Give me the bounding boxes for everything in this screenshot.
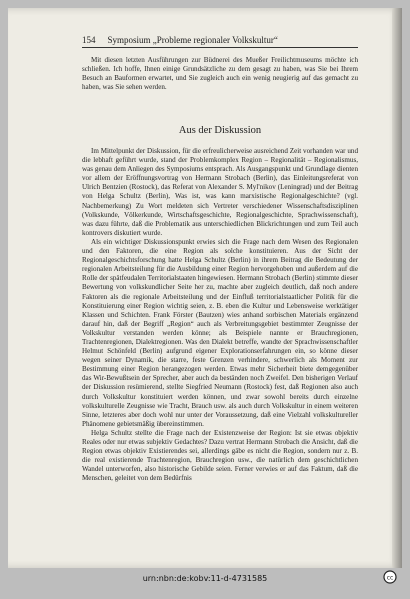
intro-paragraph: Mit diesen letzten Ausführungen zur Büdnerei des Mueßer Freilichtmuseums möchte ich schließen. Ich hoffe, Ihnen einige Grundsätzliche zu dem gesagt zu haben, was Sie bei Ihrem Besuch an Bauformen erwartet, und Sie zugleich auch ein wenig neugierig auf das gemacht zu haben, was Sie sehen werden.: [82, 56, 358, 92]
page-binding-shadow: [392, 8, 402, 568]
running-head: [82, 35, 358, 48]
intro-block: [82, 56, 358, 92]
section-title: Aus der Diskussion: [178, 125, 262, 136]
urn-footer: urn:nbn:de:kobv:11-d-4731585: [142, 574, 268, 583]
body-paragraph: Im Mittelpunkt der Diskussion, für die erfreulicherweise ausreichend Zeit vorhanden war und die lebhaft geführt wurde, stand der Problemkomplex Region – Regionalität – Regionalismus, was genau dem Anliegen des Symposiums entsprach. Als Ausgangspunkt und Grundlage dienten vor allem der Eröffnungsvortrag von Hermann Strobach (Berlin), das Einleitungsreferat von Ulrich Bentzien (Rostock), das Referat von Alexander S. Myl'nikov (Leningrad) und der Beitrag von Helga Schultz (Berlin), Was ist, was kann marxistische Regionalgeschichte? (vgl. Nachbemerkung) Zu Wort meldeten sich Vertreter verschiedener Wissenschaftsdisziplinen (Volkskunde, Völkerkunde, Wirtschaftsgeschichte, Regionalgeschichte, Sprachwissenschaft), was dazu führte, daß die Problematik aus unterschiedlichen Blickrichtungen und zum Teil auch kontrovers diskutiert wurde.: [82, 147, 358, 237]
svg-text:cc: cc: [386, 574, 394, 582]
page-number: 154: [82, 35, 96, 45]
body-paragraph: Als ein wichtiger Diskussionspunkt erwies sich die Frage nach dem Wesen des Regionalen und den Faktoren, die eine Region als solche konstituieren. Aus der Sicht der Regionalgeschichtsforschung hatte Helga Schultz (Berlin) in ihrem Beitrag die Bedeutung der regionalen Arbeitsteilung für die Ausbildung einer Region hervorgehoben und außerdem auf die Rolle der spätfeudalen Territorialstaaten hingewiesen. Hermann Strobach (Berlin) stimmte dieser Bewertung von volkskundlicher Seite her zu, machte aber zugleich deutlich, daß noch andere Faktoren als die regionale Arbeitsteilung und der Einfluß territorialstaatlicher Politik für die Konstituierung einer Region wichtig seien, z. B. eben die Kultur und Lebensweise werktätiger Klassen und Schichten. Frank Förster (Bautzen) wies anhand sorbischen Materials ergänzend darauf hin, daß der Begriff „Region“ auch als Verbreitungsgebiet bestimmter Zeugnisse der Volkskultur verstanden werden könne; als Beispiele nannte er Brauchregionen, Trachtenregionen, Dialektregionen. Was den Dialekt betreffe, wandte der Sprachwissenschaftler Helmut Schönfeld (Berlin) aufgrund eigener Explorationserfahrungen ein, so könne dieser wegen seiner Dynamik, die starre, feste Grenzen verhindere, schwerlich als Moment zur Bestimmung einer Region herangezogen werden. Etwas mehr Sicherheit biete demgegenüber das Wir-Bewußtsein der Sprecher, aber auch da beständen noch Zweifel. Den bisherigen Verlauf der Diskussion resümierend, stellte Siegfried Neumann (Rostock) fest, daß Regionen also auch durch Volkskultur konstituiert werden können, und zwar sowohl bereits durch einzelne volkskulturelle Zeugnisse wie Tracht, Brauch usw. als auch durch Volkskultur in einem weiteren Sinne, letzteres aber doch wohl nur unter der Voraussetzung, daß eine Vielzahl volkskultureller Phänomene gebietsmäßig übereinstimmen.: [82, 237, 358, 428]
running-head-title: Symposium „Probleme regionaler Volkskultur“: [107, 35, 278, 45]
book-page: [8, 8, 402, 568]
cc-license-icon: [383, 570, 397, 584]
body-paragraph: Helga Schultz stellte die Frage nach der Existenzweise der Region: Ist sie etwas objektiv Reales oder nur etwas subjektiv Gedachtes? Dazu vertrat Hermann Strobach die Ansicht, daß die Region etwas objektiv Existierendes sei, allerdings gäbe es nicht die Region, sondern nur z. B. die real existierende Trachtenregion, Brauchregion usw., die natürlich dem geschichtlichen Wandel unterworfen, also historische Gebilde seien. Ferner verwies er auf das Faktum, daß die Menschen, geleitet von dem Bedürfnis: [82, 428, 358, 483]
discussion-body: [82, 147, 358, 483]
